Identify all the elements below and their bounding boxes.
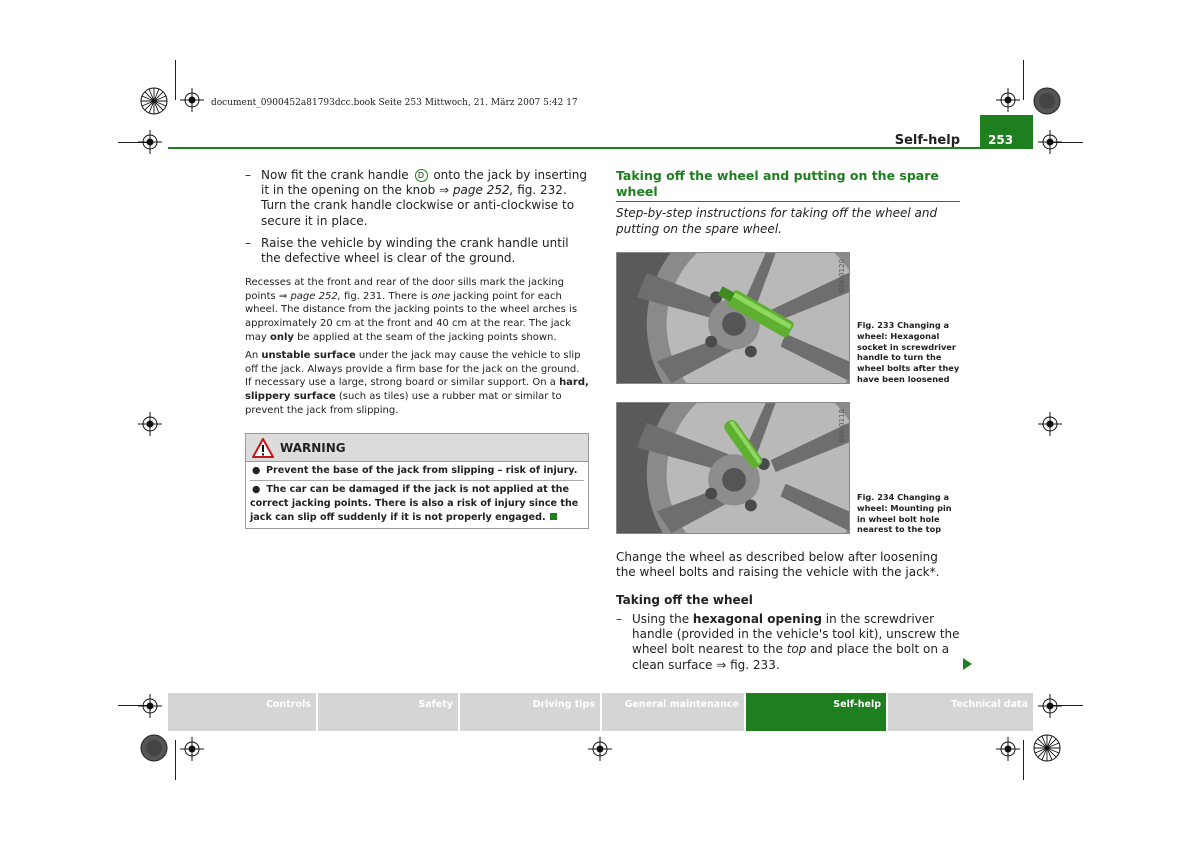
warning-box bbox=[245, 433, 589, 529]
left-column bbox=[245, 168, 589, 417]
subheading-taking-off-wheel: Taking off the wheel bbox=[616, 593, 753, 607]
nav-tab-driving-tips[interactable]: Driving tips bbox=[460, 693, 600, 731]
figure-234-caption: Fig. 234 Changing a wheel: Mounting pin in wheel bolt hole nearest to the top bbox=[857, 492, 952, 535]
step-fit-crank-handle: – Now fit the crank handle D onto the jack by inserting it in the opening on the knob ⇒ page 252, fig. 232. Turn the crank handle clockwise or anti-clockwise to secure it in place. bbox=[245, 168, 587, 228]
crop-mark bbox=[1023, 740, 1024, 780]
crop-mark bbox=[175, 60, 176, 100]
registration-mark-icon bbox=[180, 737, 204, 761]
body-paragraph: Change the wheel as described below after loosening the wheel bolts and raising the vehicle with the jack*. bbox=[616, 550, 940, 580]
header-section-title: Self-help bbox=[894, 133, 960, 148]
page-ref-link[interactable]: page 252, bbox=[290, 290, 341, 302]
registration-mark-icon bbox=[996, 737, 1020, 761]
chapter-nav bbox=[168, 693, 1033, 731]
figure-code: B8K-0118 bbox=[838, 409, 846, 443]
figure-233-image bbox=[616, 252, 850, 384]
nav-tab-technical-data[interactable]: Technical data bbox=[888, 693, 1033, 731]
label-d-icon: D bbox=[415, 169, 428, 182]
page-number: 253 bbox=[980, 115, 1033, 149]
paragraph-jacking-points: Recesses at the front and rear of the door sills mark the jacking points ⇒ page 252, fig. 231. There is one jacking point for each wheel. The distance from the jacking points to the wheel arches is approximately 20 cm at the front and 40 cm at the rear. The jack may only be applied at the seam of the jacking points shown. bbox=[245, 277, 578, 343]
registration-mark-icon bbox=[996, 88, 1020, 112]
warning-item: ● Prevent the base of the jack from slipping – risk of injury. bbox=[252, 465, 578, 476]
continue-arrow-icon bbox=[963, 658, 972, 670]
registration-mark-icon bbox=[1038, 412, 1062, 436]
end-of-section-icon bbox=[550, 513, 557, 520]
warning-header bbox=[246, 434, 588, 462]
figure-233-caption: Fig. 233 Changing a wheel: Hexagonal socket in screwdriver handle to turn the wheel bolts after they have been loosened bbox=[857, 320, 960, 384]
star-target-icon bbox=[140, 87, 168, 115]
star-target-icon bbox=[1033, 734, 1061, 762]
registration-mark-icon bbox=[1038, 130, 1062, 154]
registration-mark-icon bbox=[138, 694, 162, 718]
star-target-icon bbox=[1033, 87, 1061, 115]
star-target-icon bbox=[140, 734, 168, 762]
paragraph-unstable-surface: An unstable surface under the jack may cause the vehicle to slip off the jack. Always provide a firm base for the jack on the ground. If necessary use a large, strong board or similar support. On a hard, slippery surface (such as tiles) use a rubber mat or similar to prevent the jack from slipping. bbox=[245, 350, 589, 416]
figure-234-image bbox=[616, 402, 850, 534]
nav-tab-general-maintenance[interactable]: General maintenance bbox=[602, 693, 744, 731]
registration-mark-icon bbox=[138, 412, 162, 436]
registration-mark-icon bbox=[588, 737, 612, 761]
section-title: Taking off the wheel and putting on the spare wheel bbox=[616, 168, 960, 202]
step-unscrew-bolt: – Using the hexagonal opening in the screwdriver handle (provided in the vehicle's tool kit), unscrew the wheel bolt nearest to the top and place the bolt on a clean surface ⇒ fig. 233. bbox=[616, 612, 960, 672]
nav-tab-controls[interactable]: Controls bbox=[168, 693, 316, 731]
warning-item: ● The car can be damaged if the jack is not applied at the correct jacking points. There is also a risk of injury since the jack can slip off suddenly if it is not properly engaged. bbox=[250, 480, 584, 525]
nav-tab-safety[interactable]: Safety bbox=[318, 693, 458, 731]
warning-title: WARNING bbox=[280, 440, 346, 455]
crop-mark bbox=[1023, 60, 1024, 100]
page-ref-link[interactable]: page 252, bbox=[452, 183, 514, 198]
registration-mark-icon bbox=[138, 130, 162, 154]
step-raise-vehicle: – Raise the vehicle by winding the crank handle until the defective wheel is clear of the ground. bbox=[245, 235, 569, 266]
registration-mark-icon bbox=[1038, 694, 1062, 718]
section-intro: Step-by-step instructions for taking off the wheel and putting on the spare wheel. bbox=[616, 206, 938, 236]
nav-tab-self-help[interactable]: Self-help bbox=[746, 693, 886, 731]
crop-mark bbox=[175, 740, 176, 780]
figure-code: B8K-0120 bbox=[838, 259, 846, 293]
print-slug: document_0900452a81793dcc.book Seite 253 Mittwoch, 21. März 2007 5:42 17 bbox=[211, 98, 578, 108]
warning-triangle-icon bbox=[252, 438, 274, 458]
registration-mark-icon bbox=[180, 88, 204, 112]
